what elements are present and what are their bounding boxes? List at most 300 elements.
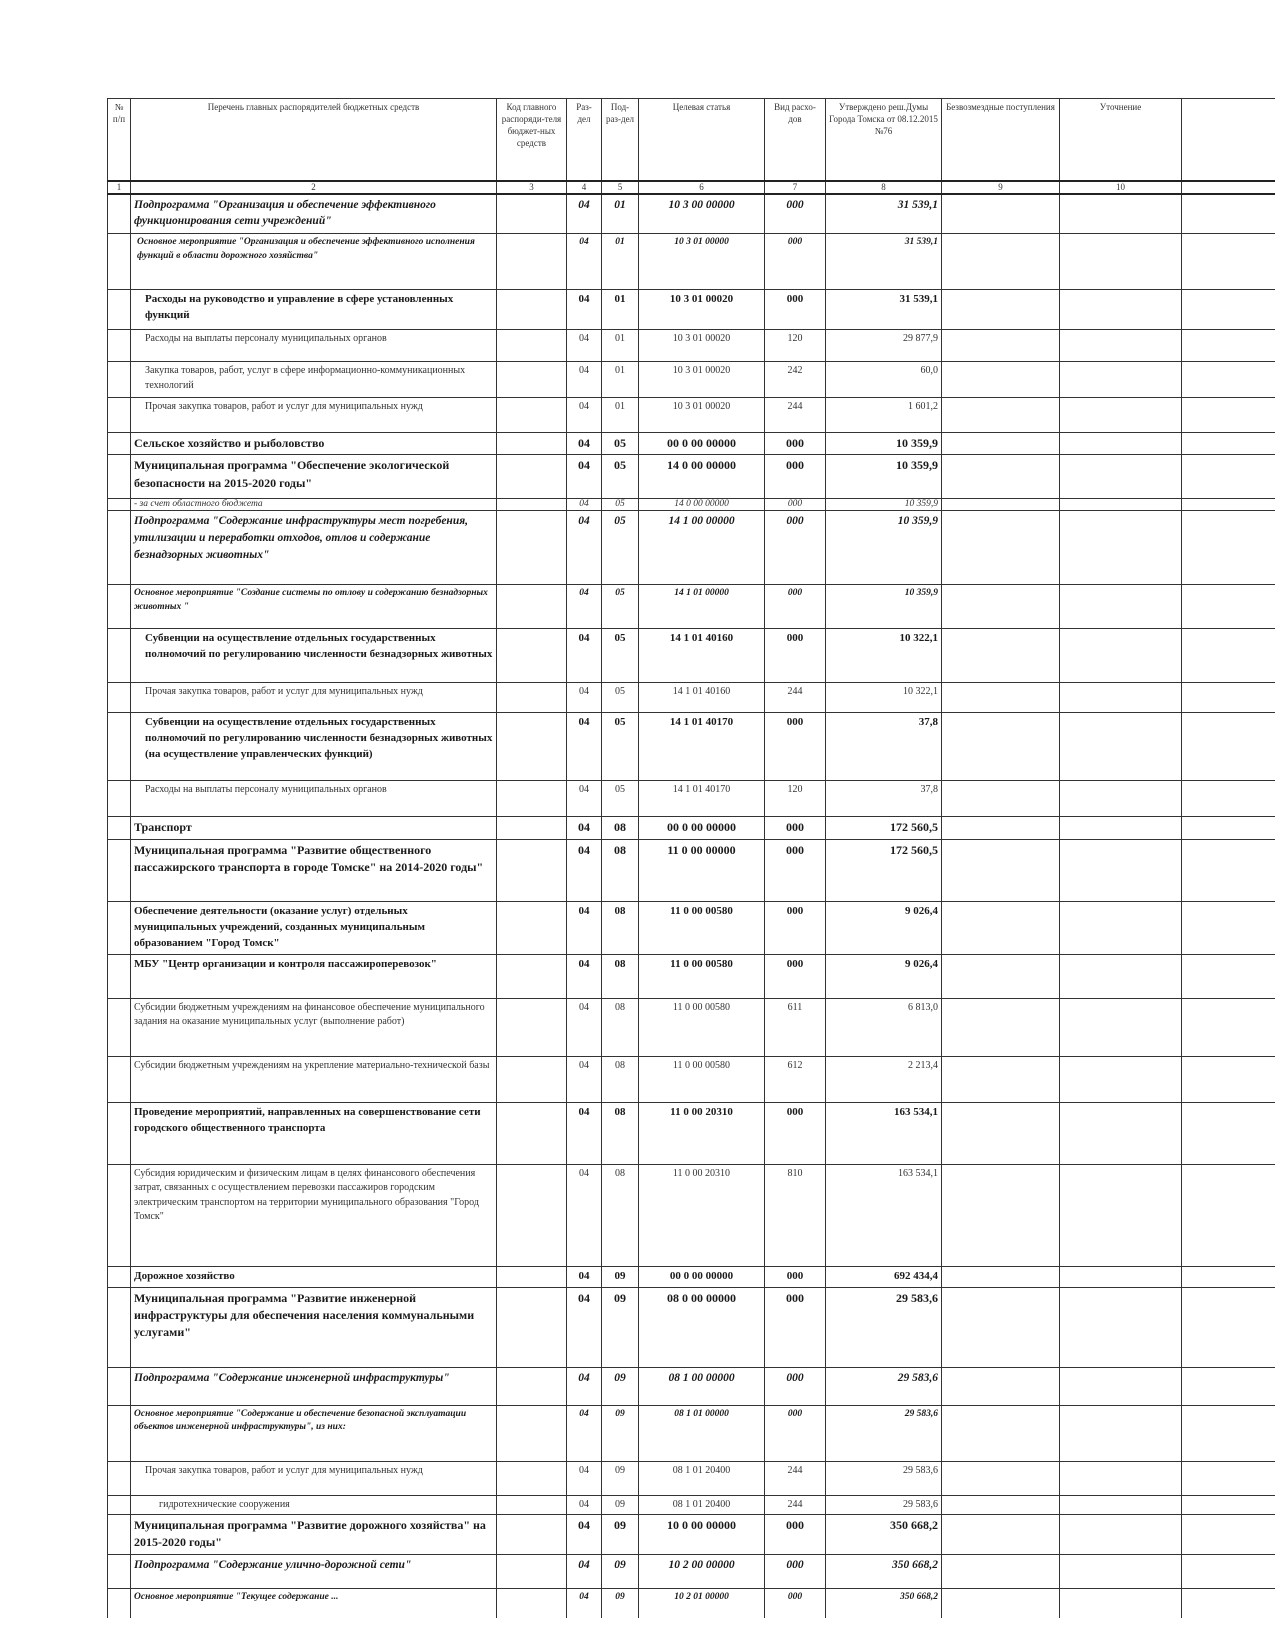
razdel-cell: 04 — [567, 362, 602, 398]
clarification-cell — [1060, 839, 1182, 901]
name-cell: Подпрограмма "Организация и обеспечение эффективного функционирования сети учреждений" — [131, 194, 497, 234]
kod-cell — [497, 1554, 567, 1588]
header-cell: Безвозмездные поступления — [942, 99, 1060, 181]
approved-amount-cell: 350 668,2 — [826, 1588, 942, 1618]
target-article-cell: 10 3 01 00000 — [639, 234, 765, 290]
n-cell — [108, 901, 131, 954]
razdel-cell: 04 — [567, 455, 602, 499]
approved-amount-cell: 29 877,9 — [826, 330, 942, 362]
target-article-cell: 14 1 01 40160 — [639, 629, 765, 683]
expense-type-cell: 244 — [765, 1461, 826, 1495]
extra-cell — [1182, 901, 1275, 954]
table-row — [108, 455, 1275, 499]
target-article-cell: 11 0 00 20310 — [639, 1164, 765, 1266]
budget-sheet — [107, 98, 1275, 1650]
extra-cell — [1182, 511, 1275, 585]
column-number — [1182, 181, 1275, 194]
approved-amount-cell: 172 560,5 — [826, 817, 942, 839]
extra-cell — [1182, 1495, 1275, 1515]
razdel-cell: 04 — [567, 713, 602, 781]
table-header-row — [108, 99, 1275, 181]
table-row — [108, 998, 1275, 1056]
clarification-cell — [1060, 1405, 1182, 1461]
extra-cell — [1182, 1164, 1275, 1266]
table-row — [108, 1056, 1275, 1102]
header-cell — [1182, 99, 1275, 181]
target-article-cell: 00 0 00 00000 — [639, 433, 765, 455]
kod-cell — [497, 1405, 567, 1461]
approved-amount-cell: 29 583,6 — [826, 1495, 942, 1515]
n-cell — [108, 234, 131, 290]
clarification-cell — [1060, 585, 1182, 629]
target-article-cell: 10 3 01 00020 — [639, 398, 765, 433]
podrazdel-cell: 01 — [602, 234, 639, 290]
expense-type-cell: 000 — [765, 1266, 826, 1287]
clarification-cell — [1060, 1515, 1182, 1555]
approved-amount-cell: 9 026,4 — [826, 954, 942, 998]
header-cell: Уточнение — [1060, 99, 1182, 181]
razdel-cell: 04 — [567, 1461, 602, 1495]
approved-amount-cell: 163 534,1 — [826, 1102, 942, 1164]
kod-cell — [497, 683, 567, 713]
clarification-cell — [1060, 1495, 1182, 1515]
expense-type-cell: 611 — [765, 998, 826, 1056]
n-cell — [108, 290, 131, 330]
name-cell: гидротехнические сооружения — [131, 1495, 497, 1515]
clarification-cell — [1060, 713, 1182, 781]
grants-cell — [942, 1495, 1060, 1515]
target-article-cell: 11 0 00 00000 — [639, 839, 765, 901]
table-row — [108, 1164, 1275, 1266]
clarification-cell — [1060, 234, 1182, 290]
extra-cell — [1182, 1266, 1275, 1287]
header-cell: № п/п — [108, 99, 131, 181]
podrazdel-cell: 08 — [602, 901, 639, 954]
grants-cell — [942, 1367, 1060, 1405]
podrazdel-cell: 09 — [602, 1367, 639, 1405]
n-cell — [108, 1515, 131, 1555]
n-cell — [108, 839, 131, 901]
expense-type-cell: 244 — [765, 398, 826, 433]
clarification-cell — [1060, 398, 1182, 433]
expense-type-cell: 000 — [765, 234, 826, 290]
expense-type-cell: 000 — [765, 954, 826, 998]
target-article-cell: 08 1 01 20400 — [639, 1495, 765, 1515]
name-cell: Закупка товаров, работ, услуг в сфере информационно-коммуникационных технологий — [131, 362, 497, 398]
name-cell: Проведение мероприятий, направленных на совершенствование сети городского общественного транспорта — [131, 1102, 497, 1164]
n-cell — [108, 1588, 131, 1618]
extra-cell — [1182, 1405, 1275, 1461]
target-article-cell: 14 1 00 00000 — [639, 511, 765, 585]
razdel-cell: 04 — [567, 1164, 602, 1266]
grants-cell — [942, 998, 1060, 1056]
kod-cell — [497, 1495, 567, 1515]
expense-type-cell: 000 — [765, 817, 826, 839]
podrazdel-cell: 08 — [602, 1056, 639, 1102]
podrazdel-cell: 09 — [602, 1515, 639, 1555]
approved-amount-cell: 350 668,2 — [826, 1515, 942, 1555]
extra-cell — [1182, 1588, 1275, 1618]
name-cell: Транспорт — [131, 817, 497, 839]
grants-cell — [942, 290, 1060, 330]
table-row — [108, 817, 1275, 839]
kod-cell — [497, 1461, 567, 1495]
table-row — [108, 1367, 1275, 1405]
extra-cell — [1182, 1287, 1275, 1367]
budget-table — [107, 98, 1275, 1618]
target-article-cell: 10 3 01 00020 — [639, 290, 765, 330]
grants-cell — [942, 683, 1060, 713]
n-cell — [108, 1102, 131, 1164]
kod-cell — [497, 629, 567, 683]
header-cell: Утверждено реш.Думы Города Томска от 08.12.2015 №76 — [826, 99, 942, 181]
extra-cell — [1182, 1515, 1275, 1555]
expense-type-cell: 000 — [765, 194, 826, 234]
extra-cell — [1182, 683, 1275, 713]
n-cell — [108, 330, 131, 362]
table-row — [108, 585, 1275, 629]
name-cell: Муниципальная программа "Развитие дорожного хозяйства" на 2015-2020 годы" — [131, 1515, 497, 1555]
expense-type-cell: 242 — [765, 362, 826, 398]
razdel-cell: 04 — [567, 1515, 602, 1555]
column-number: 4 — [567, 181, 602, 194]
name-cell: Основное мероприятие "Текущее содержание ... — [131, 1588, 497, 1618]
column-number: 2 — [131, 181, 497, 194]
extra-cell — [1182, 1461, 1275, 1495]
grants-cell — [942, 1056, 1060, 1102]
name-cell: Расходы на выплаты персоналу муниципальных органов — [131, 781, 497, 817]
approved-amount-cell: 29 583,6 — [826, 1287, 942, 1367]
approved-amount-cell: 10 359,9 — [826, 511, 942, 585]
n-cell — [108, 1405, 131, 1461]
podrazdel-cell: 08 — [602, 954, 639, 998]
target-article-cell: 14 0 00 00000 — [639, 499, 765, 511]
clarification-cell — [1060, 1164, 1182, 1266]
razdel-cell: 04 — [567, 194, 602, 234]
approved-amount-cell: 60,0 — [826, 362, 942, 398]
table-row — [108, 839, 1275, 901]
podrazdel-cell: 05 — [602, 433, 639, 455]
podrazdel-cell: 08 — [602, 1164, 639, 1266]
podrazdel-cell: 09 — [602, 1461, 639, 1495]
grants-cell — [942, 1588, 1060, 1618]
target-article-cell: 10 3 01 00020 — [639, 330, 765, 362]
podrazdel-cell: 01 — [602, 194, 639, 234]
kod-cell — [497, 1164, 567, 1266]
column-number: 7 — [765, 181, 826, 194]
table-row — [108, 398, 1275, 433]
clarification-cell — [1060, 1588, 1182, 1618]
extra-cell — [1182, 194, 1275, 234]
podrazdel-cell: 05 — [602, 455, 639, 499]
expense-type-cell: 000 — [765, 585, 826, 629]
clarification-cell — [1060, 511, 1182, 585]
kod-cell — [497, 1287, 567, 1367]
grants-cell — [942, 629, 1060, 683]
grants-cell — [942, 1554, 1060, 1588]
expense-type-cell: 000 — [765, 1405, 826, 1461]
kod-cell — [497, 1515, 567, 1555]
clarification-cell — [1060, 1287, 1182, 1367]
extra-cell — [1182, 781, 1275, 817]
n-cell — [108, 1266, 131, 1287]
target-article-cell: 14 0 00 00000 — [639, 455, 765, 499]
approved-amount-cell: 10 322,1 — [826, 629, 942, 683]
expense-type-cell: 244 — [765, 683, 826, 713]
expense-type-cell: 000 — [765, 455, 826, 499]
podrazdel-cell: 05 — [602, 781, 639, 817]
podrazdel-cell: 08 — [602, 998, 639, 1056]
expense-type-cell: 000 — [765, 1287, 826, 1367]
kod-cell — [497, 998, 567, 1056]
clarification-cell — [1060, 629, 1182, 683]
razdel-cell: 04 — [567, 1367, 602, 1405]
target-article-cell: 08 0 00 00000 — [639, 1287, 765, 1367]
grants-cell — [942, 330, 1060, 362]
grants-cell — [942, 817, 1060, 839]
razdel-cell: 04 — [567, 683, 602, 713]
name-cell: Основное мероприятие "Содержание и обеспечение безопасной эксплуатации объектов инженерной инфраструктуры", из них: — [131, 1405, 497, 1461]
clarification-cell — [1060, 362, 1182, 398]
n-cell — [108, 511, 131, 585]
approved-amount-cell: 2 213,4 — [826, 1056, 942, 1102]
extra-cell — [1182, 398, 1275, 433]
razdel-cell: 04 — [567, 998, 602, 1056]
approved-amount-cell: 37,8 — [826, 781, 942, 817]
grants-cell — [942, 1266, 1060, 1287]
n-cell — [108, 629, 131, 683]
extra-cell — [1182, 433, 1275, 455]
kod-cell — [497, 234, 567, 290]
target-article-cell: 11 0 00 00580 — [639, 998, 765, 1056]
kod-cell — [497, 433, 567, 455]
expense-type-cell: 000 — [765, 290, 826, 330]
table-row — [108, 499, 1275, 511]
extra-cell — [1182, 998, 1275, 1056]
extra-cell — [1182, 362, 1275, 398]
kod-cell — [497, 1367, 567, 1405]
n-cell — [108, 998, 131, 1056]
kod-cell — [497, 839, 567, 901]
grants-cell — [942, 781, 1060, 817]
column-number: 6 — [639, 181, 765, 194]
razdel-cell: 04 — [567, 398, 602, 433]
kod-cell — [497, 511, 567, 585]
expense-type-cell: 000 — [765, 433, 826, 455]
razdel-cell: 04 — [567, 1405, 602, 1461]
name-cell: Расходы на выплаты персоналу муниципальных органов — [131, 330, 497, 362]
expense-type-cell: 000 — [765, 901, 826, 954]
n-cell — [108, 817, 131, 839]
podrazdel-cell: 08 — [602, 1102, 639, 1164]
target-article-cell: 10 2 00 00000 — [639, 1554, 765, 1588]
grants-cell — [942, 511, 1060, 585]
kod-cell — [497, 901, 567, 954]
name-cell: Дорожное хозяйство — [131, 1266, 497, 1287]
extra-cell — [1182, 817, 1275, 839]
grants-cell — [942, 585, 1060, 629]
n-cell — [108, 1056, 131, 1102]
target-article-cell: 14 1 01 40170 — [639, 781, 765, 817]
podrazdel-cell: 05 — [602, 713, 639, 781]
target-article-cell: 08 1 01 00000 — [639, 1405, 765, 1461]
kod-cell — [497, 362, 567, 398]
name-cell: МБУ "Центр организации и контроля пассажироперевозок" — [131, 954, 497, 998]
podrazdel-cell: 09 — [602, 1405, 639, 1461]
razdel-cell: 04 — [567, 817, 602, 839]
kod-cell — [497, 455, 567, 499]
n-cell — [108, 433, 131, 455]
grants-cell — [942, 839, 1060, 901]
target-article-cell: 11 0 00 00580 — [639, 901, 765, 954]
expense-type-cell: 000 — [765, 1588, 826, 1618]
approved-amount-cell: 10 322,1 — [826, 683, 942, 713]
name-cell: Основное мероприятие "Организация и обеспечение эффективного исполнения функций в области дорожного хозяйства" — [131, 234, 497, 290]
table-row — [108, 194, 1275, 234]
kod-cell — [497, 499, 567, 511]
table-row — [108, 330, 1275, 362]
approved-amount-cell: 6 813,0 — [826, 998, 942, 1056]
expense-type-cell: 000 — [765, 499, 826, 511]
podrazdel-cell: 09 — [602, 1287, 639, 1367]
podrazdel-cell: 01 — [602, 362, 639, 398]
razdel-cell: 04 — [567, 499, 602, 511]
clarification-cell — [1060, 954, 1182, 998]
extra-cell — [1182, 330, 1275, 362]
extra-cell — [1182, 629, 1275, 683]
extra-cell — [1182, 954, 1275, 998]
razdel-cell: 04 — [567, 433, 602, 455]
name-cell: Подпрограмма "Содержание инфраструктуры мест погребения, утилизации и переработки отходов, отлов и содержание безнадзорных животных" — [131, 511, 497, 585]
grants-cell — [942, 499, 1060, 511]
column-number: 1 — [108, 181, 131, 194]
extra-cell — [1182, 1056, 1275, 1102]
kod-cell — [497, 585, 567, 629]
target-article-cell: 14 1 01 40160 — [639, 683, 765, 713]
name-cell: Субсидии бюджетным учреждениям на укрепление материально-технической базы — [131, 1056, 497, 1102]
target-article-cell: 11 0 00 00580 — [639, 954, 765, 998]
kod-cell — [497, 1102, 567, 1164]
extra-cell — [1182, 1554, 1275, 1588]
extra-cell — [1182, 1367, 1275, 1405]
razdel-cell: 04 — [567, 511, 602, 585]
target-article-cell: 10 3 00 00000 — [639, 194, 765, 234]
name-cell: Обеспечение деятельности (оказание услуг) отдельных муниципальных учреждений, созданных муниципальным образованием "Город Томск" — [131, 901, 497, 954]
podrazdel-cell: 05 — [602, 683, 639, 713]
table-row — [108, 781, 1275, 817]
podrazdel-cell: 09 — [602, 1495, 639, 1515]
grants-cell — [942, 398, 1060, 433]
podrazdel-cell: 05 — [602, 511, 639, 585]
razdel-cell: 04 — [567, 1495, 602, 1515]
n-cell — [108, 499, 131, 511]
kod-cell — [497, 1056, 567, 1102]
name-cell: Прочая закупка товаров, работ и услуг для муниципальных нужд — [131, 398, 497, 433]
clarification-cell — [1060, 781, 1182, 817]
approved-amount-cell: 10 359,9 — [826, 433, 942, 455]
name-cell: Субсидия юридическим и физическим лицам в целях финансового обеспечения затрат, связанных с осуществлением перевозки пассажиров городским электрическим транспортом на территории муниципального образования "Город Томск" — [131, 1164, 497, 1266]
name-cell: Прочая закупка товаров, работ и услуг для муниципальных нужд — [131, 683, 497, 713]
kod-cell — [497, 330, 567, 362]
grants-cell — [942, 234, 1060, 290]
kod-cell — [497, 713, 567, 781]
podrazdel-cell: 01 — [602, 398, 639, 433]
table-row — [108, 1102, 1275, 1164]
podrazdel-cell: 09 — [602, 1588, 639, 1618]
n-cell — [108, 362, 131, 398]
expense-type-cell: 000 — [765, 839, 826, 901]
kod-cell — [497, 1266, 567, 1287]
approved-amount-cell: 29 583,6 — [826, 1405, 942, 1461]
approved-amount-cell: 172 560,5 — [826, 839, 942, 901]
extra-cell — [1182, 839, 1275, 901]
grants-cell — [942, 901, 1060, 954]
clarification-cell — [1060, 433, 1182, 455]
approved-amount-cell: 9 026,4 — [826, 901, 942, 954]
kod-cell — [497, 1588, 567, 1618]
expense-type-cell: 000 — [765, 511, 826, 585]
clarification-cell — [1060, 817, 1182, 839]
target-article-cell: 08 1 00 00000 — [639, 1367, 765, 1405]
razdel-cell: 04 — [567, 234, 602, 290]
name-cell: Муниципальная программа "Обеспечение экологической безопасности на 2015-2020 годы" — [131, 455, 497, 499]
podrazdel-cell: 05 — [602, 629, 639, 683]
n-cell — [108, 194, 131, 234]
razdel-cell: 04 — [567, 839, 602, 901]
expense-type-cell: 000 — [765, 1102, 826, 1164]
expense-type-cell: 612 — [765, 1056, 826, 1102]
clarification-cell — [1060, 455, 1182, 499]
column-number: 3 — [497, 181, 567, 194]
target-article-cell: 00 0 00 00000 — [639, 1266, 765, 1287]
approved-amount-cell: 29 583,6 — [826, 1367, 942, 1405]
expense-type-cell: 000 — [765, 1554, 826, 1588]
razdel-cell: 04 — [567, 901, 602, 954]
grants-cell — [942, 1461, 1060, 1495]
n-cell — [108, 1495, 131, 1515]
name-cell: Расходы на руководство и управление в сфере установленных функций — [131, 290, 497, 330]
table-row — [108, 234, 1275, 290]
kod-cell — [497, 290, 567, 330]
kod-cell — [497, 398, 567, 433]
table-row — [108, 901, 1275, 954]
table-row — [108, 1266, 1275, 1287]
n-cell — [108, 1367, 131, 1405]
razdel-cell: 04 — [567, 585, 602, 629]
grants-cell — [942, 1287, 1060, 1367]
expense-type-cell: 120 — [765, 781, 826, 817]
expense-type-cell: 000 — [765, 713, 826, 781]
name-cell: Муниципальная программа "Развитие инженерной инфраструктуры для обеспечения населения коммунальными услугами" — [131, 1287, 497, 1367]
clarification-cell — [1060, 1367, 1182, 1405]
table-row — [108, 433, 1275, 455]
approved-amount-cell: 163 534,1 — [826, 1164, 942, 1266]
extra-cell — [1182, 585, 1275, 629]
razdel-cell: 04 — [567, 1287, 602, 1367]
approved-amount-cell: 37,8 — [826, 713, 942, 781]
header-cell: Раз-дел — [567, 99, 602, 181]
name-cell: Субсидии бюджетным учреждениям на финансовое обеспечение муниципального задания на оказание муниципальных услуг (выполнение работ) — [131, 998, 497, 1056]
extra-cell — [1182, 455, 1275, 499]
grants-cell — [942, 194, 1060, 234]
column-number: 10 — [1060, 181, 1182, 194]
kod-cell — [497, 954, 567, 998]
razdel-cell: 04 — [567, 1266, 602, 1287]
grants-cell — [942, 433, 1060, 455]
podrazdel-cell: 05 — [602, 585, 639, 629]
n-cell — [108, 585, 131, 629]
table-row — [108, 1515, 1275, 1555]
